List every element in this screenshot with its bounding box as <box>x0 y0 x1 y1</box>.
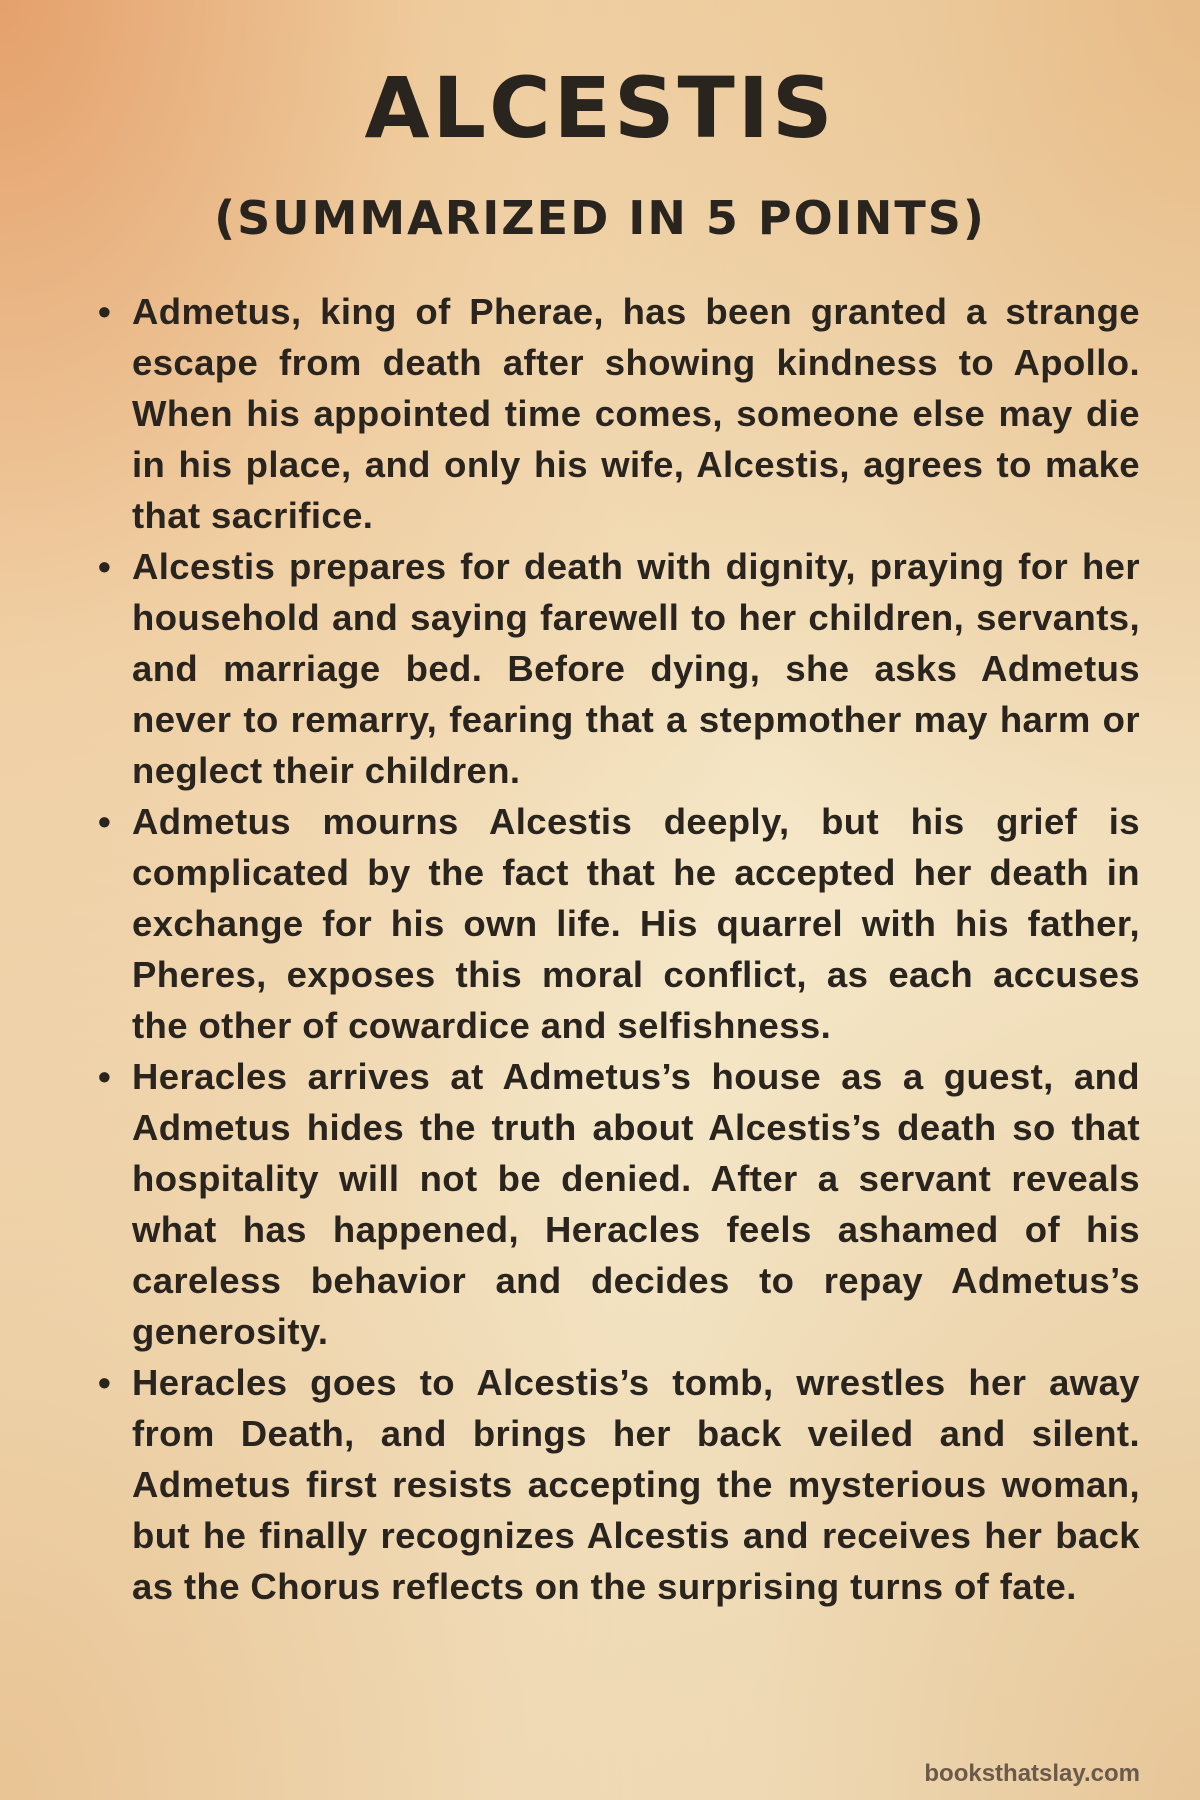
page-subtitle: (SUMMARIZED IN 5 POINTS) <box>214 191 986 245</box>
list-item: • Heracles goes to Alcestis’s tomb, wrestles her away from Death, and brings her back veiled and silent. Admetus first resists accepting the mysterious woman, but he finally recognizes Alcestis and receives her back as the Chorus reflects on the surprising turns of fate. <box>132 1357 1140 1612</box>
list-item: • Admetus, king of Pherae, has been granted a strange escape from death after showing kindness to Apollo. When his appointed time comes, someone else may die in his place, and only his wife, Alcestis, agrees to make that sacrifice. <box>132 286 1140 541</box>
site-watermark: booksthatslay.com <box>924 1760 1140 1787</box>
list-item: • Heracles arrives at Admetus’s house as a guest, and Admetus hides the truth about Alcestis’s death so that hospitality will not be denied. After a servant reveals what has happened, Heracles feels ashamed of his careless behavior and decides to repay Admetus’s generosity. <box>132 1051 1140 1357</box>
summary-list <box>132 286 1140 1612</box>
page-title: ALCESTIS <box>364 59 836 157</box>
list-item: • Alcestis prepares for death with dignity, praying for her household and saying farewell to her children, servants, and marriage bed. Before dying, she asks Admetus never to remarry, fearing that a stepmother may harm or neglect their children. <box>132 541 1140 796</box>
list-item: • Admetus mourns Alcestis deeply, but his grief is complicated by the fact that he accepted her death in exchange for his own life. His quarrel with his father, Pheres, exposes this moral conflict, as each accuses the other of cowardice and selfishness. <box>132 796 1140 1051</box>
